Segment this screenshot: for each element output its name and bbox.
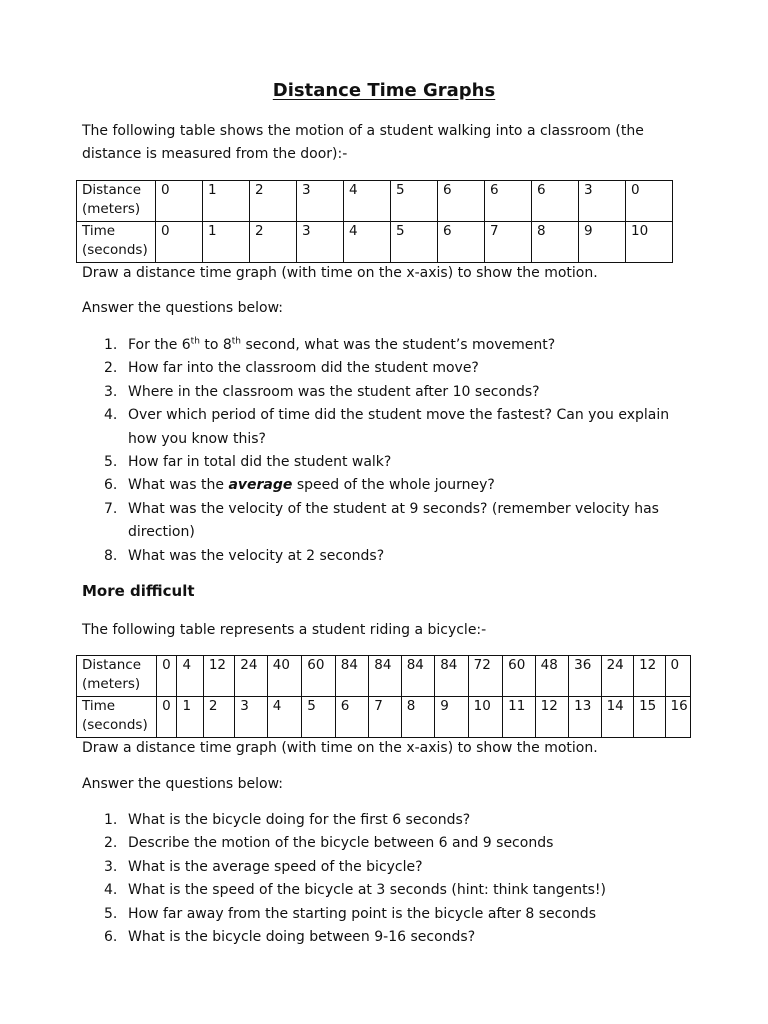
table-cell: 48 bbox=[535, 656, 568, 697]
table-cell: 6 bbox=[485, 181, 532, 222]
table-cell: 3 bbox=[235, 697, 267, 738]
table-cell: 14 bbox=[601, 697, 633, 738]
question-text: What is the bicycle doing for the first 6 seconds? bbox=[128, 812, 471, 828]
table-row bbox=[77, 697, 691, 738]
question-text: How far into the classroom did the student move? bbox=[128, 360, 479, 377]
question-item bbox=[82, 357, 702, 380]
question-text: What was the bbox=[128, 477, 229, 494]
question-number: 6. bbox=[104, 477, 118, 494]
table-cell: 10 bbox=[626, 222, 673, 263]
question-item bbox=[82, 334, 702, 357]
table-cell: 0 bbox=[156, 222, 203, 263]
table-cell: 11 bbox=[503, 697, 535, 738]
section1-instruction: Draw a distance time graph (with time on the x-axis) to show the motion. bbox=[82, 265, 598, 281]
question-item bbox=[82, 856, 702, 879]
question-number: 8. bbox=[104, 547, 118, 564]
question-item bbox=[82, 832, 702, 855]
table-cell: 12 bbox=[535, 697, 568, 738]
question-number: 2. bbox=[104, 835, 118, 852]
table-cell: 15 bbox=[634, 697, 665, 738]
question-number: 1. bbox=[104, 812, 118, 828]
section1-answer-prompt: Answer the questions below: bbox=[82, 300, 284, 316]
table-cell: 7 bbox=[369, 697, 401, 738]
question-item bbox=[82, 404, 702, 451]
section1-intro: The following table shows the motion of a student walking into a classroom (the distance is measured from the door):- bbox=[82, 123, 644, 162]
table-cell: 4 bbox=[344, 181, 391, 222]
table-cell: 4 bbox=[267, 697, 302, 738]
table-cell: 3 bbox=[579, 181, 626, 222]
question-number: 1. bbox=[104, 337, 118, 353]
table-cell: 0 bbox=[157, 697, 177, 738]
question-text: What was the velocity of the student at 9 seconds? (remember velocity has direction) bbox=[128, 500, 659, 541]
question-text: speed of the whole journey? bbox=[292, 477, 495, 494]
row-label: Distance (meters) bbox=[77, 656, 157, 697]
question-number: 2. bbox=[104, 360, 118, 377]
table-cell: 2 bbox=[250, 222, 297, 263]
section2-instruction: Draw a distance time graph (with time on the x-axis) to show the motion. bbox=[82, 740, 598, 756]
question-number: 5. bbox=[104, 905, 118, 922]
table-cell: 60 bbox=[302, 656, 335, 697]
table-cell: 4 bbox=[177, 656, 203, 697]
question-text: How far in total did the student walk? bbox=[128, 454, 392, 471]
table-cell: 6 bbox=[532, 181, 579, 222]
question-item bbox=[82, 545, 702, 568]
superscript: th bbox=[231, 336, 242, 347]
table-cell: 12 bbox=[634, 656, 665, 697]
question-number: 7. bbox=[104, 500, 118, 517]
section2-answer-prompt: Answer the questions below: bbox=[82, 776, 284, 792]
table-cell: 72 bbox=[468, 656, 503, 697]
table-cell: 0 bbox=[626, 181, 673, 222]
question-text: What is the bicycle doing between 9-16 seconds? bbox=[128, 929, 476, 946]
page-title: Distance Time Graphs bbox=[272, 80, 496, 101]
table-cell: 7 bbox=[485, 222, 532, 263]
table-cell: 0 bbox=[665, 656, 690, 697]
table-cell: 0 bbox=[157, 656, 177, 697]
table-cell: 13 bbox=[569, 697, 601, 738]
table-cell: 1 bbox=[203, 222, 250, 263]
table-cell: 1 bbox=[177, 697, 203, 738]
table-cell: 6 bbox=[438, 181, 485, 222]
question-item bbox=[82, 879, 702, 902]
question-text: How far away from the starting point is the bicycle after 8 seconds bbox=[128, 905, 596, 922]
bicycle-data-table bbox=[76, 655, 691, 738]
question-text: For the 6 bbox=[128, 337, 191, 353]
table-row bbox=[77, 181, 673, 222]
table-cell: 84 bbox=[435, 656, 468, 697]
table-cell: 5 bbox=[302, 697, 335, 738]
question-text: Where in the classroom was the student after 10 seconds? bbox=[128, 383, 540, 400]
table-cell: 84 bbox=[401, 656, 434, 697]
question-item bbox=[82, 926, 702, 949]
table-cell: 12 bbox=[203, 656, 234, 697]
table-cell: 6 bbox=[335, 697, 368, 738]
table-cell: 2 bbox=[250, 181, 297, 222]
question-item bbox=[82, 381, 702, 404]
question-item bbox=[82, 451, 702, 474]
table-cell: 84 bbox=[335, 656, 368, 697]
table-cell: 24 bbox=[235, 656, 267, 697]
question-number: 4. bbox=[104, 882, 118, 899]
question-number: 5. bbox=[104, 454, 118, 471]
question-text: second, what was the student’s movement? bbox=[241, 337, 556, 353]
table-cell: 8 bbox=[532, 222, 579, 263]
table-cell: 5 bbox=[391, 181, 438, 222]
question-text: What is the average speed of the bicycle? bbox=[128, 858, 423, 875]
table-cell: 5 bbox=[391, 222, 438, 263]
row-label: Distance (meters) bbox=[77, 181, 156, 222]
section2-intro: The following table represents a student riding a bicycle:- bbox=[82, 622, 487, 638]
row-label: Time (seconds) bbox=[77, 222, 156, 263]
table-cell: 4 bbox=[344, 222, 391, 263]
table-cell: 16 bbox=[665, 697, 690, 738]
table-cell: 8 bbox=[401, 697, 434, 738]
table-cell: 36 bbox=[569, 656, 601, 697]
row-label: Time (seconds) bbox=[77, 697, 157, 738]
table-cell: 84 bbox=[369, 656, 401, 697]
question-item bbox=[82, 809, 702, 832]
table-row bbox=[77, 656, 691, 697]
question-text: What is the speed of the bicycle at 3 seconds (hint: think tangents!) bbox=[128, 882, 606, 899]
emphasis-text: average bbox=[228, 477, 293, 494]
question-number: 3. bbox=[104, 858, 118, 875]
table-cell: 24 bbox=[601, 656, 633, 697]
table-cell: 60 bbox=[503, 656, 535, 697]
superscript: th bbox=[190, 336, 200, 347]
table-cell: 0 bbox=[156, 181, 203, 222]
table-cell: 3 bbox=[297, 222, 344, 263]
table-cell: 3 bbox=[297, 181, 344, 222]
table-cell: 1 bbox=[203, 181, 250, 222]
section2-question-list bbox=[82, 809, 702, 949]
question-text: Over which period of time did the student move the fastest? Can you explain how you know this? bbox=[128, 407, 670, 447]
table-cell: 9 bbox=[435, 697, 468, 738]
question-text: to 8 bbox=[199, 337, 232, 353]
question-number: 6. bbox=[104, 929, 118, 946]
question-text: What was the velocity at 2 seconds? bbox=[128, 547, 385, 564]
section1-question-list bbox=[82, 334, 702, 568]
question-number: 3. bbox=[104, 383, 118, 400]
walking-data-table bbox=[76, 180, 673, 263]
question-number: 4. bbox=[104, 407, 118, 424]
question-text: Describe the motion of the bicycle between 6 and 9 seconds bbox=[128, 835, 554, 852]
question-item bbox=[82, 903, 702, 926]
section2-heading: More difficult bbox=[82, 582, 195, 600]
table-row bbox=[77, 222, 673, 263]
table-cell: 9 bbox=[579, 222, 626, 263]
table-cell: 2 bbox=[203, 697, 234, 738]
table-cell: 6 bbox=[438, 222, 485, 263]
question-item bbox=[82, 498, 702, 545]
table-cell: 10 bbox=[468, 697, 503, 738]
question-item bbox=[82, 474, 702, 497]
table-cell: 40 bbox=[267, 656, 302, 697]
